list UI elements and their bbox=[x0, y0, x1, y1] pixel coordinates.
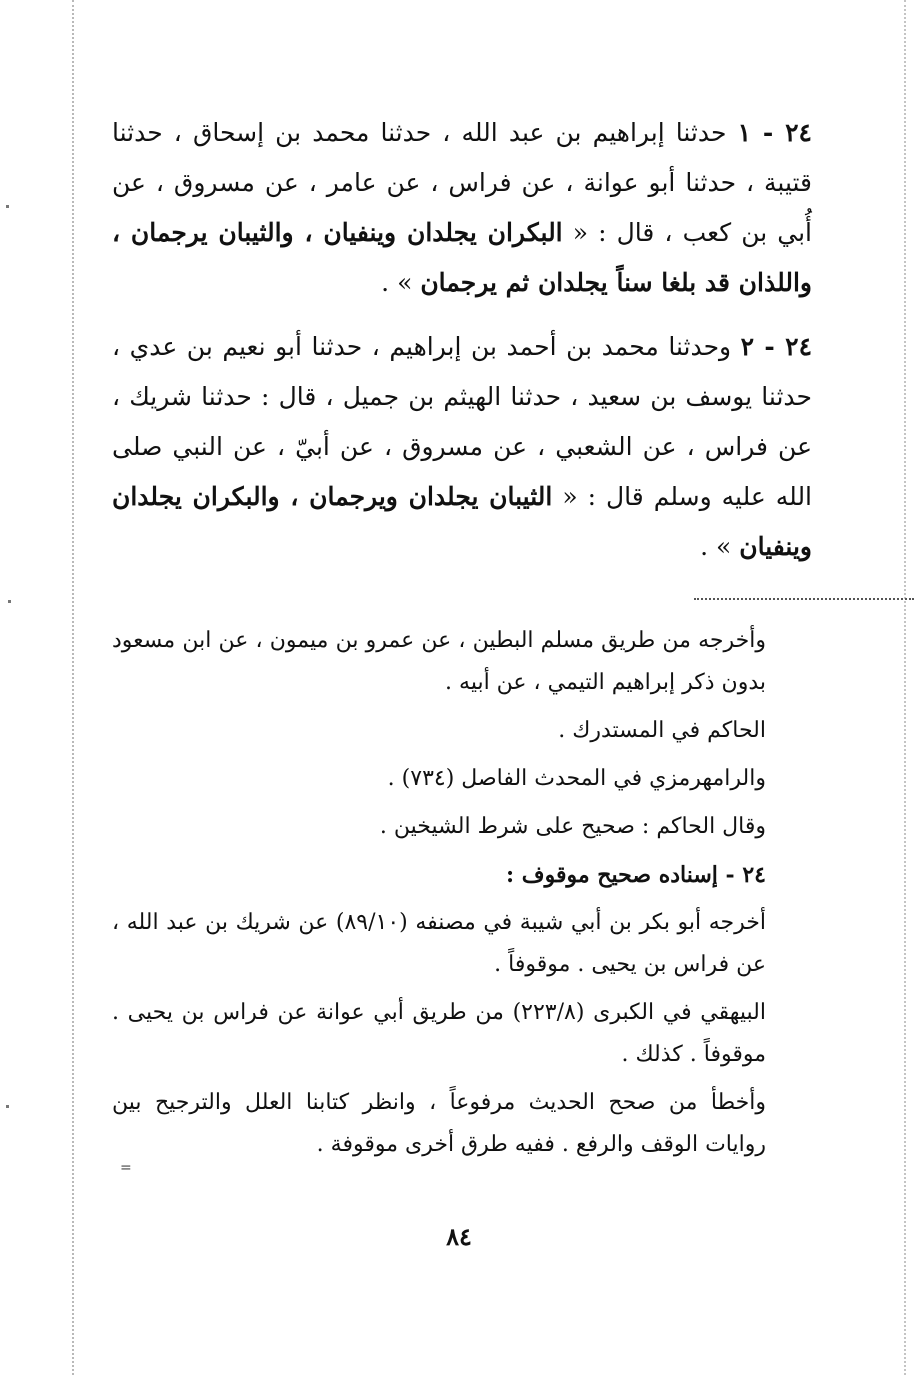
continuation-mark: = bbox=[120, 1160, 132, 1176]
footnote-separator bbox=[112, 598, 812, 600]
footnote-paragraph: وأخرجه من طريق مسلم البطين ، عن عمرو بن ميمون ، عن ابن مسعود بدون ذكر إبراهيم التيمي ، عن أبيه . bbox=[112, 628, 766, 695]
hadith-isnad: وحدثنا محمد بن أحمد بن إبراهيم ، حدثنا أبو نعيم بن عدي ، حدثنا يوسف بن سعيد ، حدثنا الهيثم بن جميل ، قال : حدثنا شريك ، عن فراس ، عن الشعبي ، عن مسروق ، عن أبيّ ، عن النبي صلى الله عليه وسلم قال : « bbox=[112, 332, 813, 511]
footnote-paragraph: أخرجه أبو بكر بن أبي شيبة في مصنفه (٨٩/١٠) عن شريك بن عبد الله ، عن فراس بن يحيى . موقوفاً . bbox=[112, 910, 766, 977]
hadith-number: ٢٤ - ١ bbox=[737, 118, 812, 147]
hadith-isnad: حدثنا إبراهيم بن عبد الله ، حدثنا محمد بن إسحاق ، حدثنا قتيبة ، حدثنا أبو عوانة ، عن فراس ، عن عامر ، عن مسروق ، عن أُبي بن كعب ، قال : « bbox=[112, 118, 813, 247]
margin-dotted-line-right bbox=[904, 0, 906, 1375]
footnote-paragraph: وقال الحاكم : صحيح على شرط الشيخين . bbox=[379, 814, 766, 839]
hadith-end: » . bbox=[381, 268, 421, 297]
footnote-paragraph: والرامهرمزي في المحدث الفاصل (٧٣٤) . bbox=[387, 766, 766, 791]
hadith-number: ٢٤ - ٢ bbox=[740, 332, 812, 361]
margin-dotted-line-left bbox=[72, 0, 74, 1375]
footnote-paragraph: البيهقي في الكبرى (٢٢٣/٨) من طريق أبي عوانة عن فراس بن يحيى . موقوفاً . كذلك . bbox=[112, 1000, 766, 1067]
hadith-entry bbox=[112, 322, 812, 572]
scan-speck bbox=[8, 600, 11, 603]
hadith-matn: البكران يجلدان وينفيان ، والثيبان يرجمان ، واللذان قد بلغا سناً يجلدان ثم يرجمان bbox=[112, 218, 812, 297]
scan-speck bbox=[6, 1105, 9, 1108]
page-body bbox=[112, 108, 812, 1172]
hadith-entry bbox=[112, 108, 812, 308]
footnote-paragraph: وأخطأ من صحح الحديث مرفوعاً ، وانظر كتابنا العلل والترجيح بين روايات الوقف والرفع . ففيه طرق أخرى موقوفة . bbox=[112, 1090, 766, 1157]
hadith-matn: الثيبان يجلدان ويرجمان ، والبكران يجلدان وينفيان bbox=[112, 482, 812, 561]
footnote-paragraph: الحاكم في المستدرك . bbox=[558, 718, 766, 743]
scan-speck bbox=[6, 205, 9, 208]
page-number: ٨٤ bbox=[446, 1222, 472, 1251]
footnote-heading: ٢٤ - إسناده صحيح موقوف : bbox=[506, 862, 766, 888]
hadith-end: » . bbox=[700, 532, 740, 561]
